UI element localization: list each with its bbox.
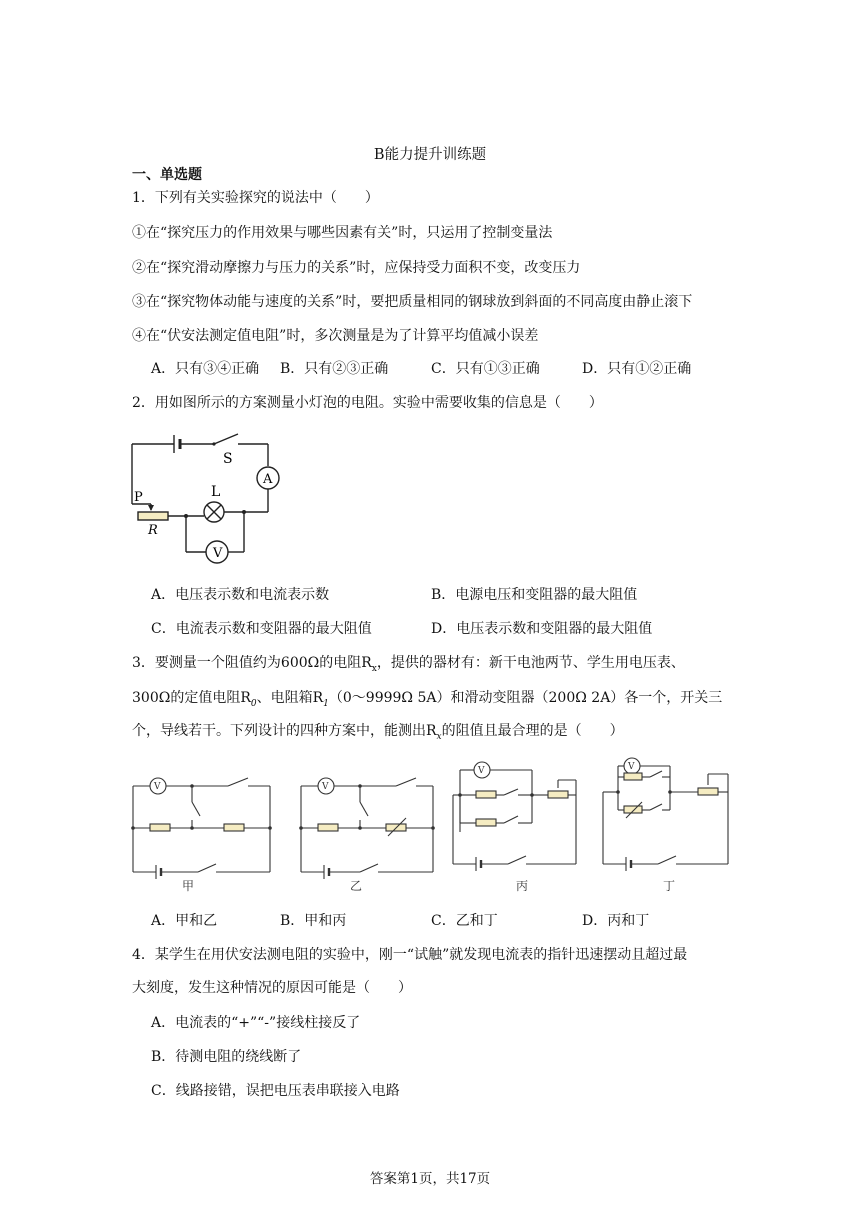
page-footer: 答案第1页，共17页 xyxy=(369,1171,491,1187)
q4-option-b[interactable]: B．待测电阻的绕线断了 xyxy=(151,1049,302,1065)
q1-option-d[interactable]: D．只有①②正确 xyxy=(582,361,692,377)
q2-option-b[interactable]: B．电源电压和变阻器的最大阻值 xyxy=(431,587,638,603)
q1-item-4: ④在“伏安法测定值电阻”时，多次测量是为了计算平均值减小误差 xyxy=(132,328,539,344)
q4-stem-line-2: 大刻度，发生这种情况的原因可能是（ ） xyxy=(132,980,412,996)
q3-circuit-yi xyxy=(301,778,433,879)
svg-text:V: V xyxy=(154,782,161,792)
q3-stem-line-3: 个，导线若干。下列设计的四种方案中，能测出$R_x$的阻值且最合理的是（ ） xyxy=(132,723,624,742)
q2-option-d[interactable]: D．电压表示数和变阻器的最大阻值 xyxy=(431,621,653,637)
q3-option-d[interactable]: D．丙和丁 xyxy=(582,913,650,929)
svg-text:V: V xyxy=(322,782,329,792)
q3-stem-line-2: 300Ω的定值电阻$R_0$、电阻箱$R_1(0\sim 9999\Omega$ 5A）和滑动变阻器（200Ω 2A）各一个，开关三 xyxy=(132,690,723,709)
ammeter-label: A xyxy=(263,472,273,487)
q2-option-a[interactable]: A．电压表示数和电流表示数 xyxy=(151,587,330,603)
q1-item-3: ③在“探究物体动能与速度的关系”时，要把质量相同的钢球放到斜面的不同高度由静止滚下 xyxy=(132,294,693,310)
fig-label-ding: 丁 xyxy=(663,879,676,893)
fig-label-yi: 乙 xyxy=(350,879,363,893)
q1-option-b[interactable]: B．只有②③正确 xyxy=(280,361,389,377)
svg-text:V: V xyxy=(628,762,635,772)
q3-circuit-bing xyxy=(453,762,576,871)
q2-option-c[interactable]: C．电流表示数和变阻器的最大阻值 xyxy=(151,621,372,637)
q3-stem-line-1: 3．要测量一个阻值约为600Ω的电阻$R_x$，提供的器材有：新干电池两节、学生用电压表、 xyxy=(132,655,685,674)
q3-circuit-diagrams xyxy=(128,752,736,898)
q1-item-2: ②在“探究滑动摩擦力与压力的关系”时，应保持受力面积不变，改变压力 xyxy=(132,260,581,276)
q1-item-1: ①在“探究压力的作用效果与哪些因素有关”时，只运用了控制变量法 xyxy=(132,225,553,241)
switch-label: S xyxy=(223,451,233,467)
q1-option-c[interactable]: C．只有①③正确 xyxy=(431,361,540,377)
lamp-label: L xyxy=(211,484,221,500)
fig-label-bing: 丙 xyxy=(516,879,529,893)
svg-text:V: V xyxy=(478,766,485,776)
q4-option-c[interactable]: C．线路接错，误把电压表串联接入电路 xyxy=(151,1083,400,1099)
slider-label: P xyxy=(134,490,143,505)
q3-option-c[interactable]: C．乙和丁 xyxy=(431,913,498,929)
q4-stem-line-1: 4．某学生在用伏安法测电阻的实验中，刚一“试触”就发现电流表的指针迅速摆动且超过最 xyxy=(132,947,688,963)
q3-circuit-jia xyxy=(133,778,270,879)
q2-stem: 2．用如图所示的方案测量小灯泡的电阻。实验中需要收集的信息是（ ） xyxy=(132,395,603,411)
rheostat-label: R xyxy=(148,523,158,538)
q3-option-b[interactable]: B．甲和丙 xyxy=(280,913,347,929)
page-title: B能力提升训练题 xyxy=(373,147,487,163)
fig-label-jia: 甲 xyxy=(182,879,195,893)
voltmeter-label: V xyxy=(213,546,223,561)
q1-option-a[interactable]: A．只有③④正确 xyxy=(151,361,260,377)
q4-option-a[interactable]: A．电流表的“+”“-”接线柱接反了 xyxy=(151,1015,361,1031)
q3-circuit-ding xyxy=(603,758,728,871)
q3-option-a[interactable]: A．甲和乙 xyxy=(151,913,218,929)
q1-stem: 1．下列有关实验探究的说法中（ ） xyxy=(132,190,379,206)
section-heading: 一、单选题 xyxy=(132,167,202,183)
q2-circuit-diagram xyxy=(128,428,288,570)
